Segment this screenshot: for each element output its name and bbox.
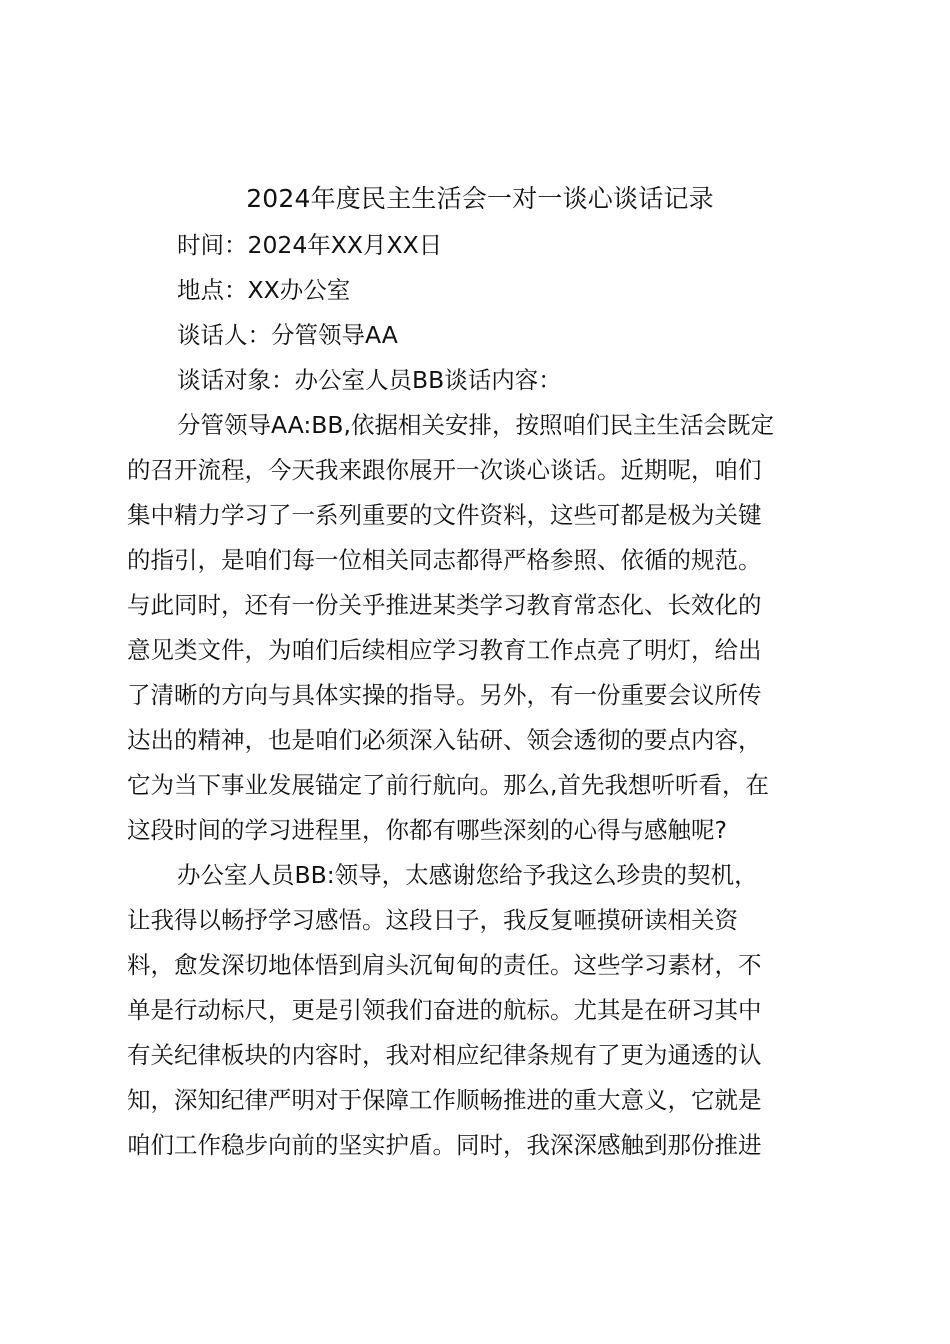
- paragraph-line: 知，深知纪律严明对于保障工作顺畅推进的重大意义，它就是: [127, 1086, 762, 1114]
- paragraph-line: 办公室人员BB:领导，太感谢您给予我这么珍贵的契机，: [177, 861, 758, 889]
- document-title: 2024年度民主生活会一对一谈心谈话记录: [246, 184, 714, 213]
- meta-speaker: 谈话人：分管领导AA: [177, 321, 398, 349]
- paragraph-line: 咱们工作稳步向前的坚实护盾。同时，我深深感触到那份推进: [127, 1131, 762, 1159]
- paragraph-line: 有关纪律板块的内容时，我对相应纪律条规有了更为通透的认: [127, 1041, 762, 1069]
- paragraph-line: 集中精力学习了一系列重要的文件资料，这些可都是极为关键: [127, 501, 762, 529]
- paragraph-leader-aa: [127, 403, 833, 853]
- paragraph-line: 与此同时，还有一份关乎推进某类学习教育常态化、长效化的: [127, 591, 762, 619]
- paragraph-line: 这段时间的学习进程里，你都有哪些深刻的心得与感触呢?: [127, 816, 727, 844]
- paragraph-line: 的召开流程，今天我来跟你展开一次谈心谈话。近期呢，咱们: [127, 456, 762, 484]
- paragraph-line: 达出的精神，也是咱们必须深入钻研、领会透彻的要点内容，: [127, 726, 762, 754]
- paragraph-line: 它为当下事业发展锚定了前行航向。那么,首先我想听听看，在: [127, 771, 769, 799]
- paragraph-line: 料，愈发深切地体悟到肩头沉甸甸的责任。这些学习素材，不: [127, 951, 762, 979]
- meta-target: 谈话对象：办公室人员BB谈话内容：: [177, 366, 562, 394]
- paragraph-line: 了清晰的方向与具体实操的指导。另外，有一份重要会议所传: [127, 681, 762, 709]
- paragraph-line: 让我得以畅抒学习感悟。这段日子，我反复咂摸研读相关资: [127, 906, 738, 934]
- paragraph-staff-bb: [127, 853, 833, 1168]
- meta-time: 时间：2024年XX月XX日: [177, 231, 443, 259]
- document-body: [127, 175, 833, 1168]
- paragraph-line: 意见类文件，为咱们后续相应学习教育工作点亮了明灯，给出: [127, 636, 762, 664]
- paragraph-line: 的指引，是咱们每一位相关同志都得严格参照、依循的规范。: [127, 546, 762, 574]
- paragraph-line: 单是行动标尺，更是引领我们奋进的航标。尤其是在研习其中: [127, 996, 762, 1024]
- meta-place: 地点：XX办公室: [177, 276, 351, 304]
- paragraph-line: 分管领导AA:BB,依据相关安排，按照咱们民主生活会既定: [177, 411, 775, 439]
